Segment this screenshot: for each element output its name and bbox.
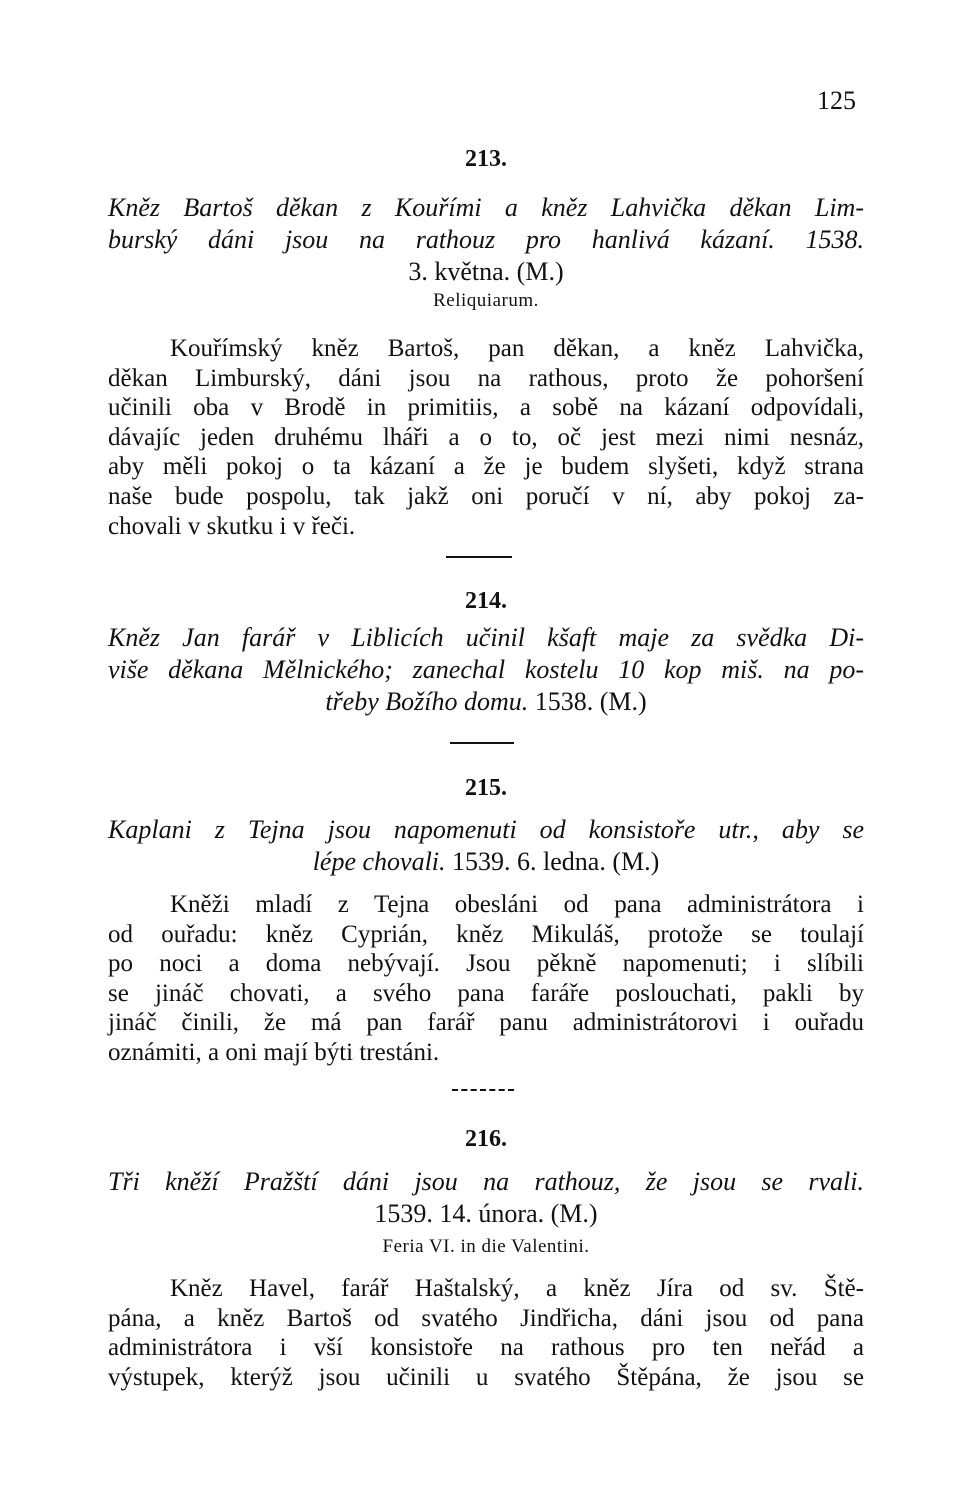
entry-214 bbox=[108, 588, 864, 615]
section-divider bbox=[452, 1089, 514, 1091]
source-note: Reliquiarum. bbox=[433, 290, 539, 311]
entry-216 bbox=[108, 1126, 864, 1153]
entry-213 bbox=[108, 146, 864, 173]
entry-216-body bbox=[108, 1274, 864, 1392]
title-line: Tři kněží Pražští dáni jsou na rathouz, že jsou se rvali. bbox=[108, 1167, 864, 1196]
title-line: Kněz Jan farář v Liblicích učinil kšaft maje za svědka Di- bbox=[108, 623, 864, 652]
body-line: dávajíc jeden druhému lháři a o to, oč jest mezi nimi nesnáz, bbox=[108, 423, 864, 451]
body-line: aby měli pokoj o ta kázaní a že je budem slyšeti, když strana bbox=[108, 453, 864, 481]
entry-213-title bbox=[108, 192, 864, 288]
title-date: 1539. 14. února. (M.) bbox=[374, 1199, 598, 1228]
entry-215 bbox=[108, 775, 864, 802]
title-date: 1539. 6. ledna. (M.) bbox=[452, 847, 660, 876]
body-line: pána, a kněz Bartoš od svatého Jindřicha, dáni jsou od pana bbox=[108, 1304, 864, 1332]
body-line: učinili oba v Brodě in primitiis, a sobě na kázaní odpovídali, bbox=[108, 394, 864, 422]
body-line: Kouřímský kněz Bartoš, pan děkan, a kněz Lahvička, bbox=[170, 335, 864, 362]
body-line: od ouřadu: kněz Cyprián, kněz Mikuláš, protože se toulají bbox=[108, 920, 864, 948]
source-note: Feria VI. in die Valentini. bbox=[382, 1236, 590, 1257]
page-number: 125 bbox=[817, 86, 856, 115]
body-line: oznámiti, a oni mají býti trestáni. bbox=[108, 1038, 440, 1066]
section-divider bbox=[450, 742, 514, 744]
title-date: 1538. (M.) bbox=[534, 687, 647, 716]
entry-213-body bbox=[108, 334, 864, 541]
body-line: po noci a doma nebývají. Jsou pěkně napomenuti; i slíbili bbox=[108, 950, 864, 978]
entry-216-title bbox=[108, 1166, 864, 1230]
body-line: výstupek, kterýž jsou učinili u svatého Štěpána, že jsou se bbox=[108, 1363, 864, 1391]
entry-215-title bbox=[108, 814, 864, 878]
entry-215-body bbox=[108, 890, 864, 1068]
title-line: burský dáni jsou na rathouz pro hanlivá kázaní. 1538. bbox=[108, 225, 864, 254]
body-line: administrátora i vší konsistoře na rathous pro ten neřád a bbox=[108, 1334, 864, 1362]
title-line: više děkana Mělnického; zanechal kostelu 10 kop miš. na po- bbox=[108, 655, 864, 684]
entry-number: 215. bbox=[465, 775, 507, 801]
entry-number: 216. bbox=[465, 1126, 507, 1152]
body-line: jináč činili, že má pan farář panu administrátorovi i ouřadu bbox=[108, 1009, 864, 1037]
body-line: se jináč chovati, a svého pana faráře poslouchati, pakli by bbox=[108, 979, 864, 1007]
body-line: Kněz Havel, farář Haštalský, a kněz Jíra od sv. Ště- bbox=[170, 1275, 864, 1302]
title-line: třeby Božího domu. bbox=[325, 687, 529, 716]
body-line: děkan Limburský, dáni jsou na rathous, proto že pohoršení bbox=[108, 364, 864, 392]
body-line: Kněži mladí z Tejna obesláni od pana administrátora i bbox=[170, 891, 864, 918]
title-date: 3. května. (M.) bbox=[408, 257, 564, 286]
body-line: naše bude pospolu, tak jakž oni poručí v ní, aby pokoj za- bbox=[108, 482, 864, 510]
body-line: chovali v skutku i v řeči. bbox=[108, 512, 356, 540]
section-divider bbox=[446, 556, 512, 558]
entry-number: 214. bbox=[465, 588, 507, 614]
title-line: lépe chovali. bbox=[312, 847, 446, 876]
entry-216-source bbox=[108, 1236, 864, 1258]
entry-213-source bbox=[108, 290, 864, 312]
entry-number: 213. bbox=[465, 146, 507, 172]
entry-214-title bbox=[108, 622, 864, 718]
title-line: Kněz Bartoš děkan z Kouřími a kněz Lahvička děkan Lim- bbox=[108, 193, 864, 222]
title-line: Kaplani z Tejna jsou napomenuti od konsistoře utr., aby se bbox=[108, 815, 864, 844]
